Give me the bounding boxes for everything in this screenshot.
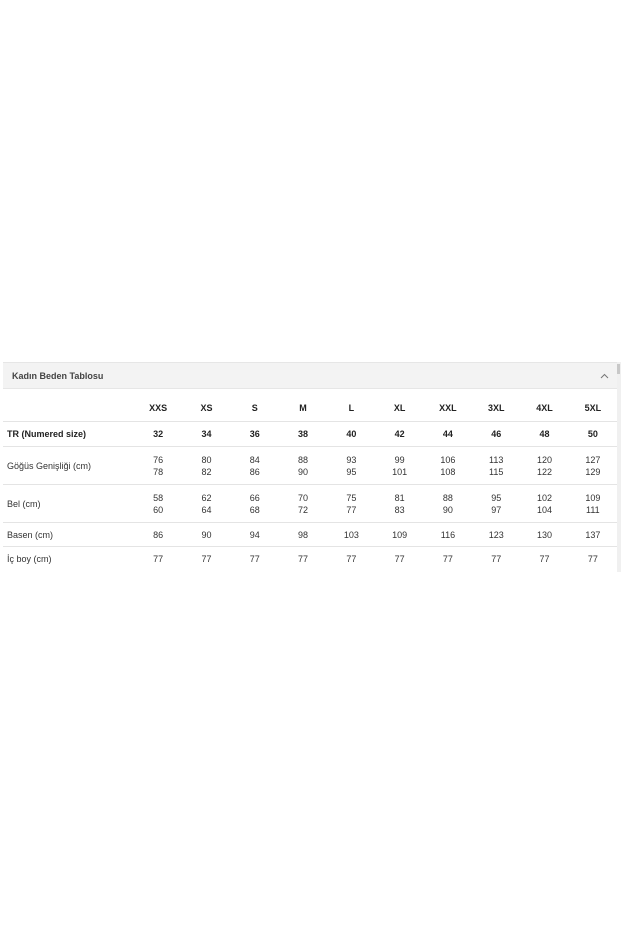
table-cell: 77 [346,553,357,564]
cell-value: 99 [394,454,405,465]
header-cell: L [327,395,375,422]
table-row [3,547,617,571]
table-cell [134,485,182,523]
table-cell [182,485,230,523]
table-cell: 86 [134,523,182,547]
cell-value: 86 [249,466,260,477]
cell-value: 72 [298,504,309,515]
table-cell: 123 [472,523,520,547]
header-cell: 3XL [472,395,520,422]
table-cell: 109 [375,523,423,547]
cell-value: 88 [442,492,453,503]
cell-value: 101 [392,466,408,477]
table-cell [231,447,279,485]
cell-value: 76 [153,454,164,465]
header-cell: XS [182,395,230,422]
row-label: İç boy (cm) [7,553,52,564]
cell-value: 127 [585,454,601,465]
table-row [3,447,617,485]
cell-value: 129 [585,466,601,477]
scrollbar-track[interactable] [617,362,621,572]
table-cell: 40 [327,422,375,447]
table-cell: 137 [569,523,617,547]
table-cell: 50 [569,422,617,447]
table-cell: 44 [424,422,472,447]
cell-value: 115 [489,466,504,477]
cell-value: 90 [442,504,453,515]
size-table [3,395,617,570]
cell-value: 78 [153,466,164,477]
cell-value: 95 [491,492,502,503]
table-cell: 32 [134,422,182,447]
cell-value: 122 [537,466,553,477]
table-cell [375,447,423,485]
table-cell: 77 [298,553,309,564]
table-cell [327,447,375,485]
table-row [3,523,617,547]
cell-value: 97 [491,504,502,515]
header-cell [3,395,134,422]
cell-value: 84 [249,454,260,465]
cell-value: 88 [298,454,309,465]
table-cell [520,485,568,523]
table-cell [231,485,279,523]
cell-value: 83 [394,504,405,515]
row-label: Basen (cm) [3,523,134,547]
cell-value: 95 [346,466,357,477]
header-cell: XXS [134,395,182,422]
table-cell: 77 [394,553,405,564]
table-cell [327,485,375,523]
cell-value: 64 [201,504,212,515]
table-cell [472,447,520,485]
size-header-row [3,395,617,422]
cell-value: 81 [394,492,405,503]
cell-value: 82 [201,466,212,477]
table-cell: 77 [249,553,260,564]
table-cell: 103 [327,523,375,547]
cell-value: 68 [249,504,260,515]
size-chart-header[interactable] [3,362,617,389]
row-label: Bel (cm) [3,485,134,523]
cell-value: 93 [346,454,357,465]
table-cell: 77 [442,553,453,564]
header-cell: 5XL [569,395,617,422]
table-cell: 94 [231,523,279,547]
cell-value: 62 [201,492,212,503]
cell-value: 58 [153,492,164,503]
cell-value: 90 [298,466,309,477]
header-cell: S [231,395,279,422]
table-cell: 98 [279,523,327,547]
table-cell: 77 [201,553,212,564]
table-cell: 77 [153,553,164,564]
header-cell: XL [375,395,423,422]
size-chart-panel [3,362,617,570]
table-cell: 77 [539,553,550,564]
cell-value: 113 [489,454,504,465]
cell-value: 70 [298,492,309,503]
row-label: Göğüs Genişliği (cm) [3,447,134,485]
table-cell [472,485,520,523]
table-cell: 77 [491,553,502,564]
table-cell [569,447,617,485]
table-cell [279,485,327,523]
cell-value: 104 [537,504,553,515]
scrollbar-thumb[interactable] [617,364,620,374]
cell-value: 120 [537,454,553,465]
table-row [3,422,617,447]
cell-value: 108 [440,466,456,477]
cell-value: 111 [585,504,600,515]
table-cell: 130 [520,523,568,547]
table-cell: 90 [182,523,230,547]
table-cell [182,447,230,485]
cell-value: 80 [201,454,212,465]
size-chart-title: Kadın Beden Tablosu [12,370,104,381]
table-cell [424,447,472,485]
cell-value: 66 [249,492,260,503]
table-cell [424,485,472,523]
cell-value: 102 [537,492,553,503]
table-cell [520,447,568,485]
header-cell: XXL [424,395,472,422]
table-cell [134,447,182,485]
header-cell: M [279,395,327,422]
chevron-up-icon[interactable] [599,371,609,381]
cell-value: 77 [346,504,357,515]
table-cell: 48 [520,422,568,447]
cell-value: 106 [440,454,456,465]
cell-value: 75 [346,492,357,503]
table-cell: 116 [424,523,472,547]
table-row [3,485,617,523]
row-label: TR (Numered size) [3,422,134,447]
cell-value: 109 [585,492,601,503]
header-cell: 4XL [520,395,568,422]
table-cell: 38 [279,422,327,447]
table-cell: 42 [375,422,423,447]
table-cell [375,485,423,523]
table-cell: 34 [182,422,230,447]
table-cell [279,447,327,485]
table-cell [569,485,617,523]
cell-value: 60 [153,504,164,515]
table-cell: 77 [587,553,598,564]
table-cell: 36 [231,422,279,447]
table-cell: 46 [472,422,520,447]
